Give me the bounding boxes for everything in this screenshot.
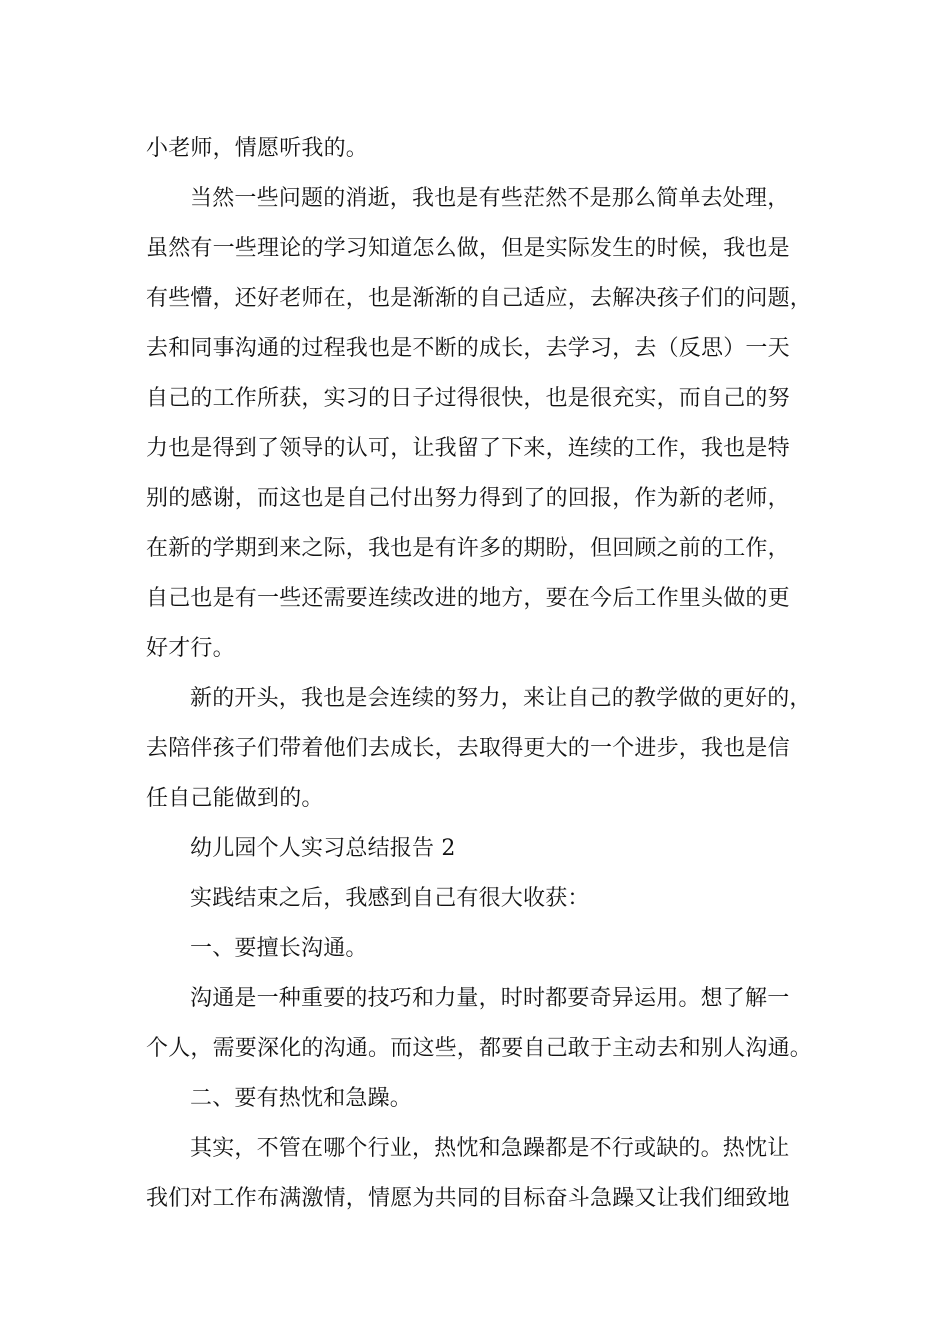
- text-line: 个人，需要深化的沟通。而这些，都要自己敢于主动去和别人沟通。: [146, 1036, 813, 1061]
- text-line: 任自己能做到的。: [146, 786, 324, 811]
- paragraph-start-line: 沟通是一种重要的技巧和力量，时时都要奇异运用。想了解一: [190, 986, 790, 1011]
- text-line: 小老师，情愿听我的。: [146, 136, 369, 161]
- text-line: 自己的工作所获，实习的日子过得很快，也是很充实，而自己的努: [146, 386, 790, 411]
- text-line: 好才行。: [146, 636, 235, 661]
- text-line: 在新的学期到来之际，我也是有许多的期盼，但回顾之前的工作，: [146, 536, 790, 561]
- subheading: 一、要擅长沟通。: [190, 936, 368, 961]
- text-line: 有些懵，还好老师在，也是渐渐的自己适应，去解决孩子们的问题，: [146, 286, 813, 311]
- paragraph-start-line: 当然一些问题的消逝，我也是有些茫然不是那么简单去处理，: [190, 186, 790, 211]
- paragraph-start-line: 新的开头，我也是会连续的努力，来让自己的教学做的更好的，: [190, 686, 812, 711]
- subheading: 二、要有热忱和急躁。: [190, 1086, 413, 1111]
- section-title: 幼儿园个人实习总结报告 2: [190, 836, 456, 861]
- text-line: 虽然有一些理论的学习知道怎么做，但是实际发生的时候，我也是: [146, 236, 790, 261]
- paragraph-start-line: 其实，不管在哪个行业，热忱和急躁都是不行或缺的。热忱让: [190, 1136, 790, 1161]
- text-line: 我们对工作布满激情，情愿为共同的目标奋斗急躁又让我们细致地: [146, 1186, 790, 1211]
- document-body: [146, 124, 836, 1224]
- text-line: 别的感谢，而这也是自己付出努力得到了的回报，作为新的老师，: [146, 486, 790, 511]
- text-line: 自己也是有一些还需要连续改进的地方，要在今后工作里头做的更: [146, 586, 790, 611]
- paragraph-start-line: 实践结束之后，我感到自己有很大收获：: [190, 886, 590, 911]
- text-line: 去和同事沟通的过程我也是不断的成长，去学习，去（反思）一天: [146, 336, 790, 361]
- text-line: 去陪伴孩子们带着他们去成长，去取得更大的一个进步，我也是信: [146, 736, 790, 761]
- text-line: 力也是得到了领导的认可，让我留了下来，连续的工作，我也是特: [146, 436, 790, 461]
